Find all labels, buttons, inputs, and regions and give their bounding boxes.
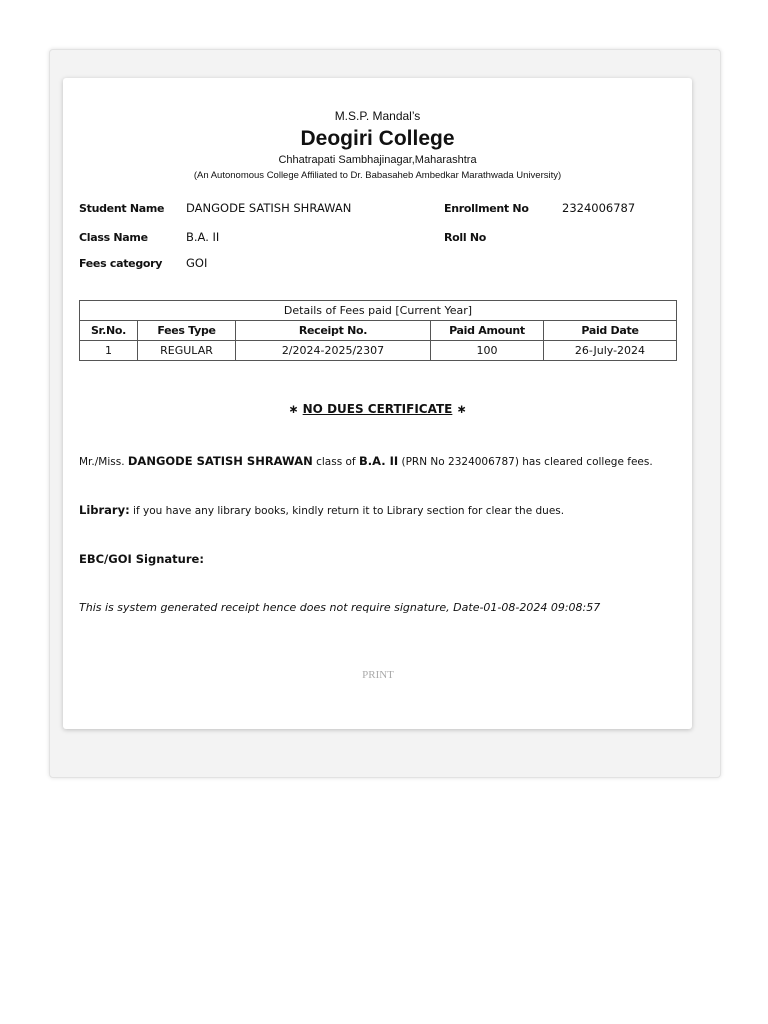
student-name-label: Student Name: [79, 202, 165, 215]
fees-table: [79, 300, 677, 361]
class-name-label: Class Name: [79, 231, 148, 244]
no-dues-heading: NO DUES CERTIFICATE: [302, 402, 453, 416]
library-label: Library:: [79, 503, 130, 517]
asterisk-icon: ∗: [456, 402, 467, 416]
column-header-paid-amount: Paid Amount: [431, 321, 544, 341]
cell-sr-no: 1: [80, 341, 138, 361]
fees-category-label: Fees category: [79, 257, 163, 270]
column-header-fees-type: Fees Type: [138, 321, 236, 341]
college-name: Deogiri College: [300, 127, 455, 150]
no-dues-title: [63, 402, 692, 416]
title-prefix: Mr./Miss.: [79, 456, 125, 468]
roll-no-label: Roll No: [444, 231, 487, 244]
fees-table-header-row: [80, 321, 677, 341]
statement-class: B.A. II: [358, 454, 399, 468]
cell-receipt-no: 2/2024-2025/2307: [236, 341, 431, 361]
college-city: Chhatrapati Sambhajinagar,Maharashtra: [278, 154, 477, 166]
fees-category-value: GOI: [186, 256, 208, 270]
fees-table-caption-row: [80, 301, 677, 321]
asterisk-icon: ∗: [288, 402, 299, 416]
print-button[interactable]: PRINT: [362, 669, 394, 681]
mandal-name: M.S.P. Mandal’s: [334, 109, 421, 123]
cell-fees-type: REGULAR: [138, 341, 236, 361]
library-text: if you have any library books, kindly return it to Library section for clear the dues.: [133, 505, 565, 517]
statement-suffix: (PRN No 2324006787) has cleared college fees.: [401, 456, 653, 468]
cell-paid-amount: 100: [431, 341, 544, 361]
signature-label: EBC/GOI Signature:: [79, 552, 204, 566]
table-row: [80, 341, 677, 361]
enrollment-label: Enrollment No: [444, 202, 529, 215]
fees-table-caption: Details of Fees paid [Current Year]: [80, 301, 677, 321]
column-header-sr-no: Sr.No.: [80, 321, 138, 341]
statement-class-word: class of: [316, 456, 356, 468]
library-note: [79, 503, 564, 517]
signature-block: [79, 552, 204, 566]
clearance-statement: [79, 454, 653, 468]
enrollment-value: 2324006787: [562, 201, 636, 215]
college-affiliation: (An Autonomous College Affiliated to Dr. Babasaheb Ambedkar Marathwada University): [193, 170, 562, 181]
column-header-paid-date: Paid Date: [544, 321, 677, 341]
class-name-value: B.A. II: [186, 230, 220, 244]
column-header-receipt-no: Receipt No.: [236, 321, 431, 341]
cell-paid-date: 26-July-2024: [544, 341, 677, 361]
college-header: [63, 108, 692, 182]
receipt-card: [63, 78, 692, 729]
statement-student-name: DANGODE SATISH SHRAWAN: [127, 454, 313, 468]
student-name-value: DANGODE SATISH SHRAWAN: [186, 201, 352, 215]
system-generated-note: This is system generated receipt hence does not require signature, Date-01-08-2024 09:08:57: [79, 601, 601, 614]
